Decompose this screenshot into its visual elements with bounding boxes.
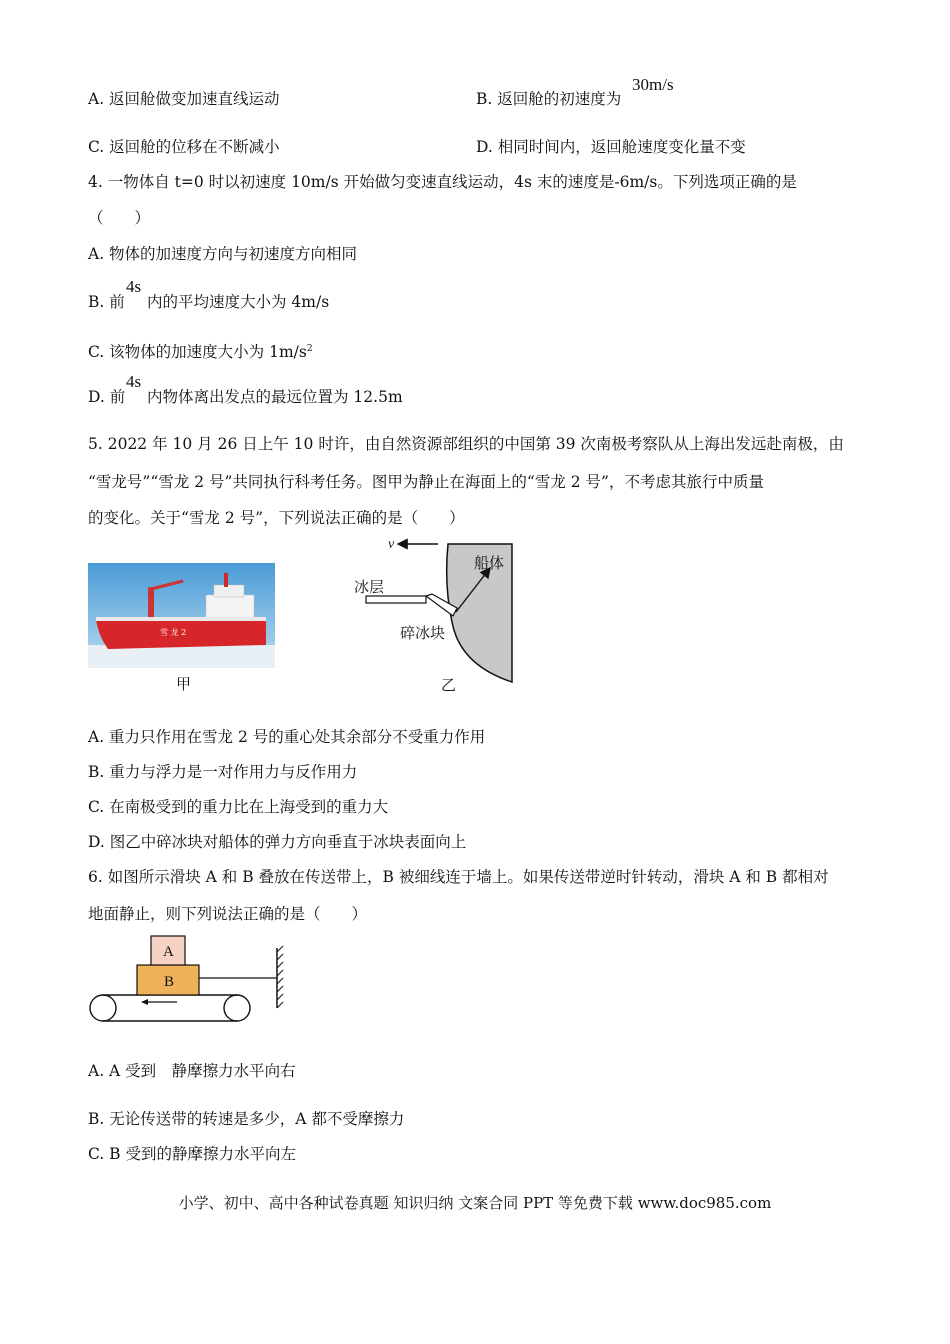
velocity-label: v [388, 537, 395, 552]
q4-option-d-suffix: 内物体离出发点的最远位置为 12.5m [147, 388, 403, 406]
ice-layer [366, 596, 426, 603]
hull-label: 船体 [474, 554, 505, 572]
q4-option-a: A. 物体的加速度方向与初速度方向相同 [88, 245, 358, 263]
q3-option-a: A. 返回舱做变加速直线运动 [88, 90, 280, 108]
q5-option-a: A. 重力只作用在雪龙 2 号的重心处其余部分不受重力作用 [88, 728, 486, 746]
q3-option-c: C. 返回舱的位移在不断减小 [88, 138, 280, 156]
q4-option-c: C. 该物体的加速度大小为 $1m/s^2$ [88, 343, 313, 362]
ship-name-text: 雪 龙 2 [160, 628, 187, 637]
page-footer: 小学、初中、高中各种试卷真题 知识归纳 文案合同 PPT 等免费下载 www.doc985.com [178, 1194, 772, 1212]
q6-option-c: C. B 受到的静摩擦力水平向左 [88, 1145, 296, 1163]
q3-option-b: B. 返回舱的初速度为 [476, 90, 622, 108]
q5-option-c: C. 在南极受到的重力比在上海受到的重力大 [88, 798, 389, 816]
q4-bracket: （ ） [88, 209, 151, 227]
hull-ice-diagram [340, 530, 520, 690]
right-roller [224, 995, 250, 1021]
figure-yi-label: 乙 [441, 676, 457, 694]
q5-option-d: D. 图乙中碎冰块对船体的弹力方向垂直于冰块表面向上 [88, 833, 467, 851]
left-roller [90, 995, 116, 1021]
q3-option-d: D. 相同时间内，返回舱速度变化量不变 [476, 138, 746, 156]
q4-option-b-suffix: 内的平均速度大小为 4m/s [147, 293, 330, 311]
q5-stem-line2: “雪龙号”“雪龙 2 号”共同执行科考任务。图甲为静止在海面上的“雪龙 2 号”，不考虑其旅行中质量 [88, 473, 764, 491]
q4-option-d-prefix: D. 前 [88, 388, 126, 406]
q6-stem-line1: 6. 如图所示滑块 A 和 B 叠放在传送带上，B 被细线连于墙上。如果传送带逆时针转动，滑块 A 和 B 都相对 [88, 868, 829, 886]
q4-option-b-time: 4s [126, 277, 142, 296]
q5-option-b: B. 重力与浮力是一对作用力与反作用力 [88, 763, 358, 781]
q4-option-d-time: 4s [126, 372, 142, 391]
ice-chunk-label: 碎冰块 [400, 624, 446, 642]
ice-layer-label: 冰层 [354, 578, 385, 596]
q4-option-b-prefix: B. 前 [88, 293, 125, 311]
conveyor-diagram [85, 930, 290, 1026]
q4-stem: 4. 一物体自 t=0 时以初速度 10m/s 开始做匀变速直线运动，4s 末的速度是-6m/s。下列选项正确的是 [88, 173, 797, 191]
figure-jia-label: 甲 [176, 675, 192, 693]
block-a-label: A [163, 944, 174, 960]
q6-option-a: A. A 受到 静摩擦力水平向右 [88, 1062, 296, 1080]
q5-stem-line1: 5. 2022 年 10 月 26 日上午 10 时许，由自然资源部组织的中国第 39 次南极考察队从上海出发远赴南极，由 [88, 435, 844, 453]
q3-option-b-value: 30m/s [632, 75, 674, 94]
q6-option-b: B. 无论传送带的转速是多少，A 都不受摩擦力 [88, 1110, 405, 1128]
q5-stem-line3: 的变化。关于“雪龙 2 号”，下列说法正确的是（ ） [88, 509, 465, 527]
block-b-label: B [164, 974, 175, 990]
ship-photo [88, 563, 275, 668]
q6-stem-line2: 地面静止，则下列说法正确的是（ ） [88, 905, 368, 923]
